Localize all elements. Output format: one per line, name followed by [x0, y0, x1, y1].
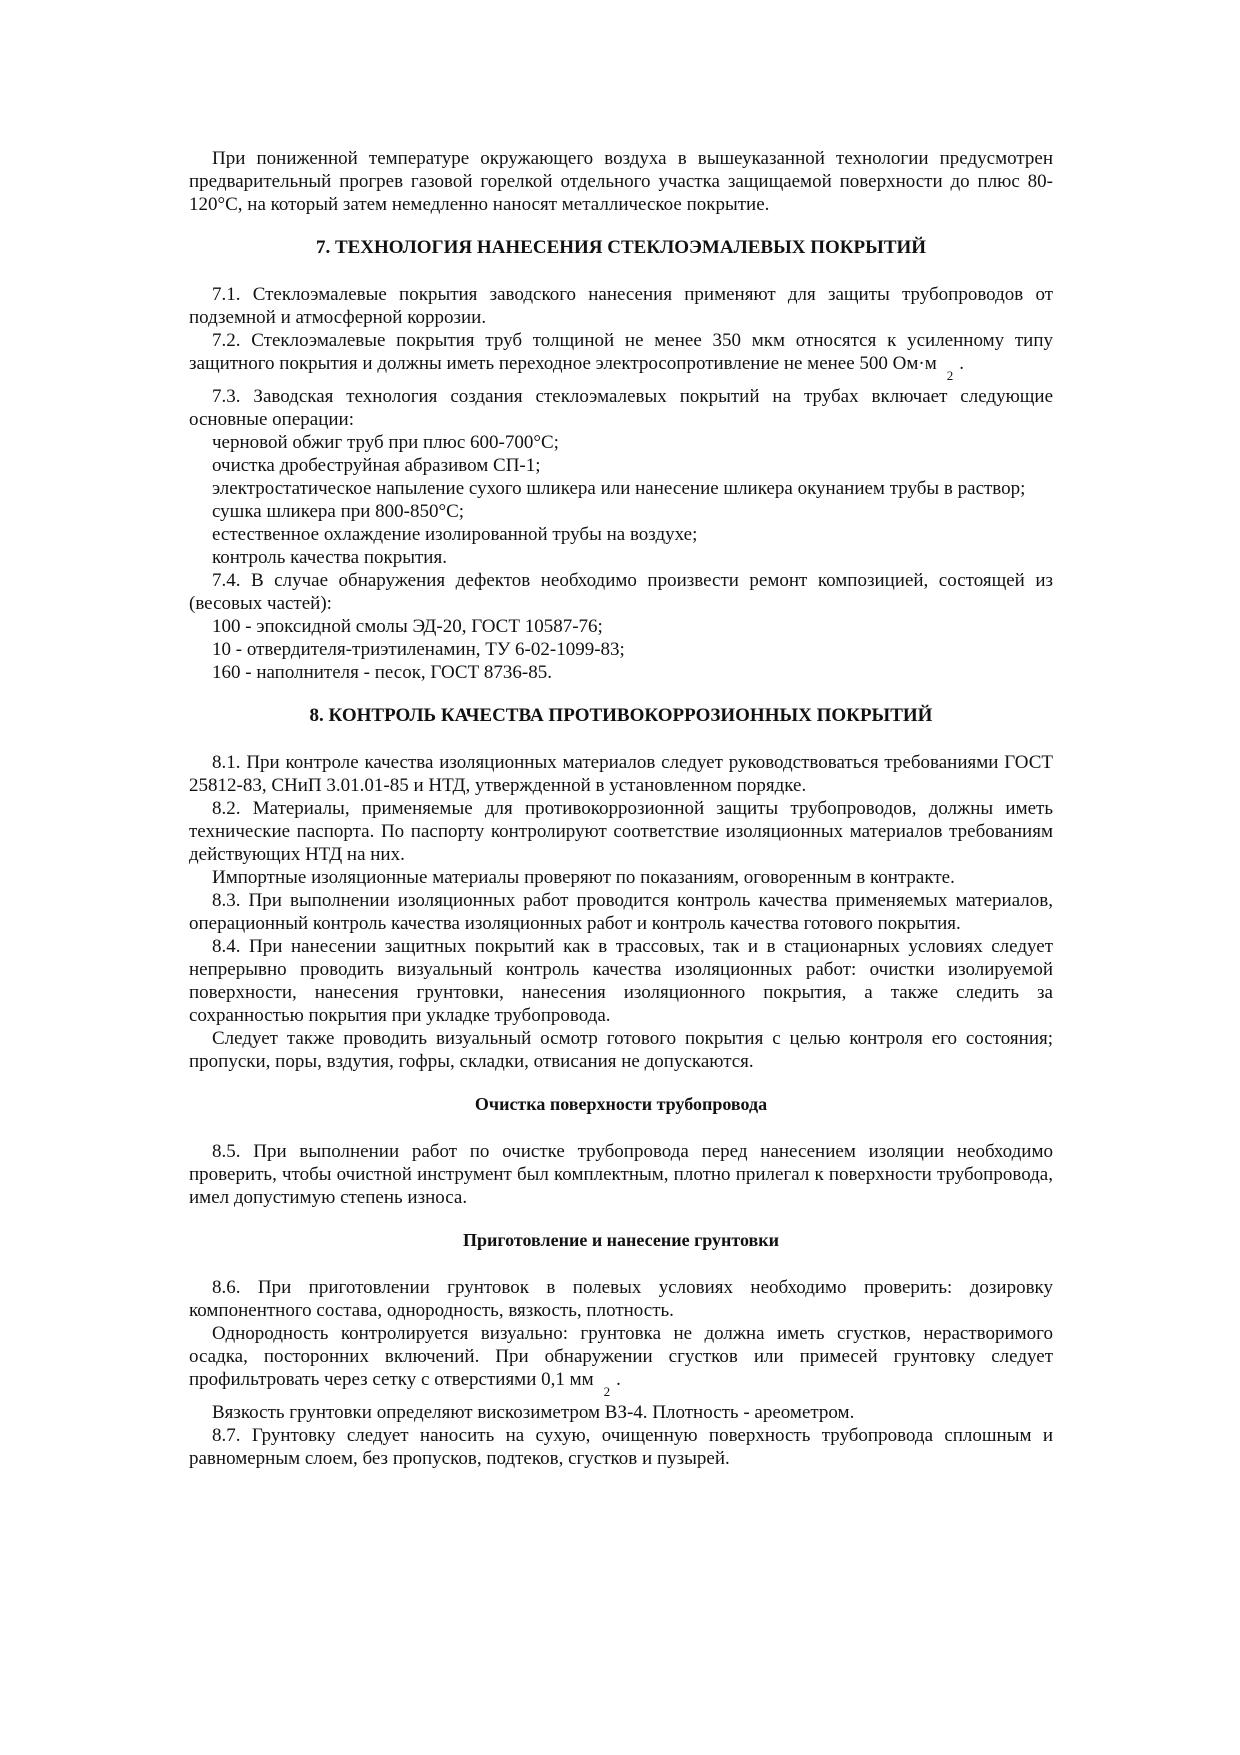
paragraph-7-1: 7.1. Стеклоэмалевые покрытия заводского нанесения применяют для защиты трубопроводов от подземной и атмосферной коррозии. [189, 284, 1053, 328]
paragraph-7-4: 7.4. В случае обнаружения дефектов необходимо произвести ремонт композицией, состоящей из (весовых частей): [189, 570, 1053, 614]
section-7-heading: 7. ТЕХНОЛОГИЯ НАНЕСЕНИЯ СТЕКЛОЭМАЛЕВЫХ ПОКРЫТИЙ [315, 237, 927, 258]
paragraph-8-2: 8.2. Материалы, применяемые для противокоррозионной защиты трубопроводов, должны иметь технические паспорта. По паспорту контролируют соответствие изоляционных материалов требованиям действующих НТД на них. [189, 798, 1053, 865]
operation-item: электростатическое напыление сухого шликера или нанесение шликера окунанием трубы в раствор; [212, 478, 1026, 499]
paragraph-8-6-viscosity: Вязкость грунтовки определяют вискозиметром ВЗ-4. Плотность - ареометром. [212, 1402, 855, 1423]
paragraph-8-4: 8.4. При нанесении защитных покрытий как в трассовых, так и в стационарных условиях следует непрерывно проводить визуальный контроль качества изоляционных работ: очистки изолируемой поверхности, нанесения грунтовки, нанесения изоляционного покрытия, а также следить за сохранностью покрытия при укладке трубопровода. [189, 936, 1053, 1026]
subsection-surface-cleaning-heading: Очистка поверхности трубопровода [474, 1094, 768, 1114]
paragraph-7-2 [189, 329, 1053, 383]
section-8-heading: 8. КОНТРОЛЬ КАЧЕСТВА ПРОТИВОКОРРОЗИОННЫХ ПОКРЫТИЙ [309, 705, 933, 726]
paragraph-7-2-subscript: 2 [946, 368, 954, 383]
paragraph-8-3: 8.3. При выполнении изоляционных работ проводится контроль качества применяемых материалов, операционный контроль качества изоляционных работ и контроль качества готового покрытия. [189, 890, 1053, 934]
paragraph-8-6-homogeneity-end: . [616, 1369, 621, 1390]
subsection-primer-heading: Приготовление и нанесение грунтовки [462, 1230, 780, 1250]
operation-item: очистка дробеструйная абразивом СП-1; [212, 455, 541, 476]
paragraph-8-6-subscript: 2 [603, 1384, 611, 1399]
operation-item: контроль качества покрытия. [212, 547, 447, 568]
paragraph-7-3: 7.3. Заводская технология создания стеклоэмалевых покрытий на трубах включает следующие основные операции: [189, 386, 1053, 430]
composition-item: 100 - эпоксидной смолы ЭД-20, ГОСТ 10587-76; [212, 616, 603, 637]
paragraph-7-2-text: 7.2. Стеклоэмалевые покрытия труб толщиной не менее 350 мкм относятся к усиленному типу защитного покрытия и должны иметь переходное электросопротивление не менее 500 Ом·м [189, 330, 1053, 374]
paragraph-8-5: 8.5. При выполнении работ по очистке трубопровода перед нанесением изоляции необходимо проверить, чтобы очистной инструмент был комплектным, плотно прилегал к поверхности трубопровода, имел допустимую степень износа. [189, 1141, 1053, 1208]
paragraph-8-6: 8.6. При приготовлении грунтовок в полевых условиях необходимо проверить: дозировку компонентного состава, однородность, вязкость, плотность. [189, 1277, 1053, 1321]
paragraph-8-7: 8.7. Грунтовку следует наносить на сухую, очищенную поверхность трубопровода сплошным и равномерным слоем, без пропусков, подтеков, сгустков и пузырей. [189, 1425, 1053, 1469]
page-content [189, 147, 1053, 1470]
composition-item: 10 - отвердителя-триэтиленамин, ТУ 6-02-1099-83; [212, 639, 625, 660]
paragraph-8-1: 8.1. При контроле качества изоляционных материалов следует руководствоваться требованиями ГОСТ 25812-83, СНиП 3.01.01-85 и НТД, утвержденной в установленном порядке. [189, 752, 1053, 796]
operation-item: черновой обжиг труб при плюс 600-700°С; [212, 432, 559, 453]
operation-item: естественное охлаждение изолированной трубы на воздухе; [212, 524, 698, 545]
paragraph-8-6-homogeneity-text: Однородность контролируется визуально: грунтовка не должна иметь сгустков, нерастворимого осадка, посторонних включений. При обнаружении сгустков или примесей грунтовку следует профильтровать через сетку с отверстиями 0,1 мм [189, 1323, 1053, 1390]
composition-item: 160 - наполнителя - песок, ГОСТ 8736-85. [212, 662, 553, 683]
paragraph-8-6-homogeneity [189, 1322, 1053, 1399]
operation-item: сушка шликера при 800-850°С; [212, 501, 465, 522]
paragraph-7-2-end: . [959, 353, 965, 374]
paragraph-8-2-import: Импортные изоляционные материалы проверяют по показаниям, оговоренным в контракте. [212, 867, 955, 888]
paragraph-8-4-visual: Следует также проводить визуальный осмотр готового покрытия с целью контроля его состояния; пропуски, поры, вздутия, гофры, складки, отвисания не допускаются. [189, 1028, 1053, 1072]
intro-paragraph: При пониженной температуре окружающего воздуха в вышеуказанной технологии предусмотрен предварительный прогрев газовой горелкой отдельного участка защищаемой поверхности до плюс 80-120°С, на который затем немедленно наносят металлическое покрытие. [189, 148, 1053, 215]
